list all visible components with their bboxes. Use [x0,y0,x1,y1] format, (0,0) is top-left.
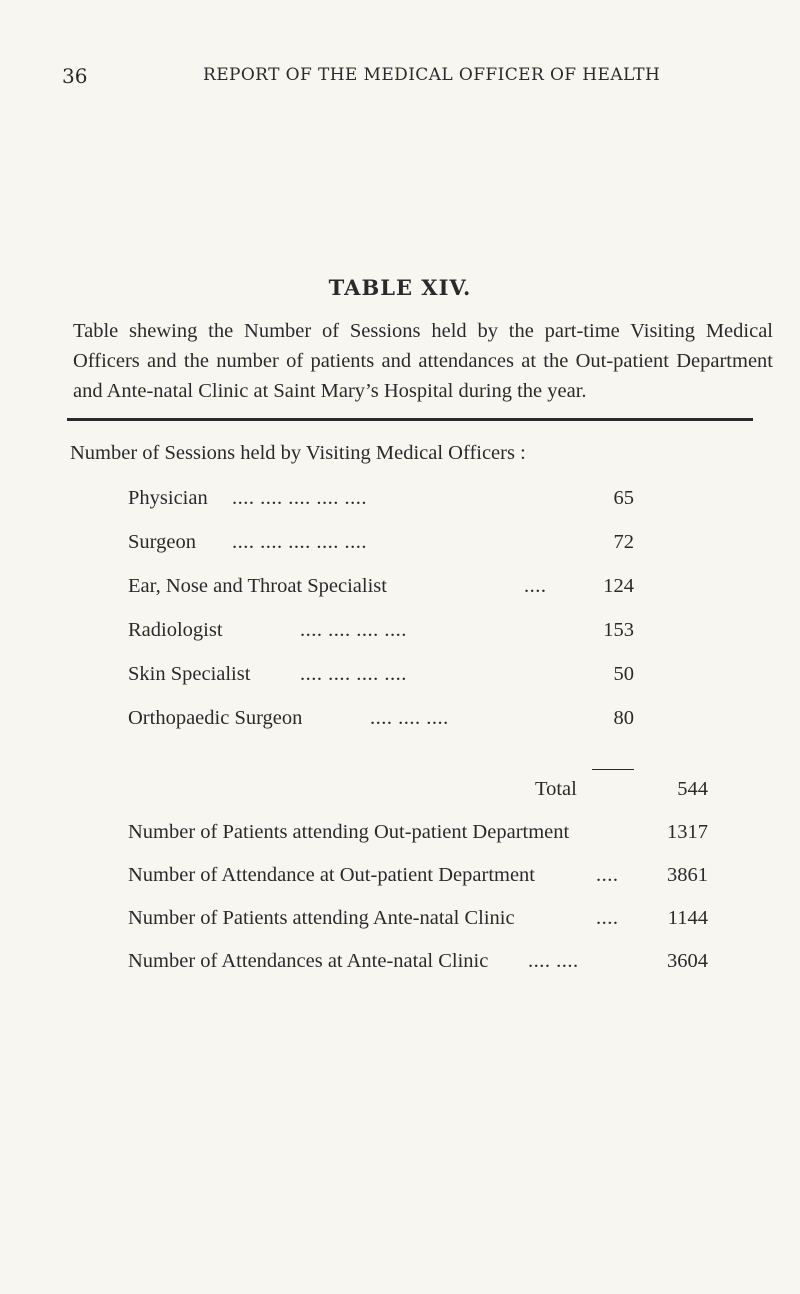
running-head: REPORT OF THE MEDICAL OFFICER OF HEALTH [203,65,661,85]
leader-dots: .... .... .... .... [300,663,407,685]
session-label: Physician [128,487,208,509]
summary-label: Number of Attendances at Ante-natal Clinic [128,950,489,972]
table-description: Table shewing the Number of Sessions held by the part-time Visiting Medical Officers and the number of patients and attendances at the Out-patient Department and Ante-natal Clinic at Saint Mary’s Hospital during the year. [73,320,773,402]
summary-label: Number of Patients attending Ante-natal Clinic [128,907,515,929]
table-title: TABLE XIV. [328,275,472,300]
session-label: Skin Specialist [128,663,251,685]
sum-rule [592,769,634,770]
leader-dots: .... [524,575,547,597]
session-value: 72 [613,531,634,553]
sessions-heading: Number of Sessions held by Visiting Medical Officers : [70,442,526,464]
session-value: 50 [613,663,634,685]
total-label: Total [535,778,577,800]
session-value: 124 [603,575,634,597]
session-value: 65 [613,487,634,509]
leader-dots: .... .... .... .... .... [232,531,367,553]
leader-dots: .... .... .... .... [300,619,407,641]
summary-value: 3604 [667,950,708,972]
session-label: Surgeon [128,531,196,553]
session-label: Orthopaedic Surgeon [128,707,303,729]
leader-dots: .... [596,864,619,886]
session-label: Ear, Nose and Throat Specialist [128,575,387,597]
summary-value: 1317 [667,821,708,843]
summary-value: 1144 [667,907,708,929]
leader-dots: .... .... [528,950,579,972]
summary-label: Number of Attendance at Out-patient Department [128,864,536,886]
summary-value: 3861 [667,864,708,886]
total-value: 544 [677,778,708,800]
session-value: 80 [613,707,634,729]
leader-dots: .... [596,907,619,929]
session-value: 153 [603,619,634,641]
leader-dots: .... .... .... [370,707,449,729]
heavy-rule [67,418,753,421]
leader-dots: .... .... .... .... .... [232,487,367,509]
summary-label: Number of Patients attending Out-patient Department [128,821,570,843]
session-label: Radiologist [128,619,223,641]
page-number: 36 [62,64,88,88]
